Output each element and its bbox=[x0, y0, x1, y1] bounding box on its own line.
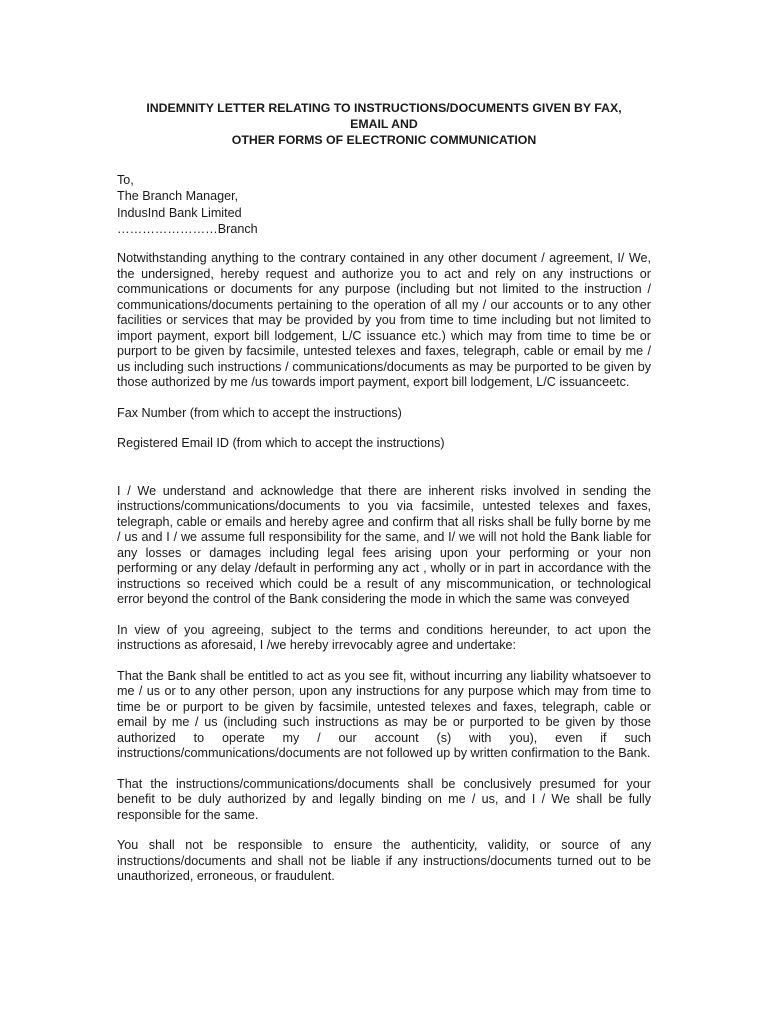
title-line-3: OTHER FORMS OF ELECTRONIC COMMUNICATION bbox=[231, 133, 537, 147]
document-title bbox=[117, 100, 651, 148]
presumed-paragraph: That the instructions/communications/documents shall be conclusively presumed for your benefit to be duly authorized by and legally binding on me / us, and I / We shall be fully responsible for the same. bbox=[117, 776, 651, 822]
title-line-2: EMAIL AND bbox=[350, 117, 418, 131]
salutation: To, bbox=[117, 173, 134, 187]
not-responsible-paragraph: You shall not be responsible to ensure the authenticity, validity, or source of any instructions/documents and shall not be liable if any instructions/documents turned out to be unauthorized, erroneous, or fraudulent. bbox=[117, 838, 651, 884]
branch-line: ……………………Branch bbox=[117, 221, 258, 236]
bank-name: IndusInd Bank Limited bbox=[117, 205, 242, 220]
recipient: The Branch Manager, bbox=[117, 189, 239, 204]
title-line-1: INDEMNITY LETTER RELATING TO INSTRUCTIONS/DOCUMENTS GIVEN BY FAX, bbox=[146, 101, 622, 115]
email-id-field: Registered Email ID (from which to accept the instructions) bbox=[117, 436, 445, 451]
risks-paragraph: I / We understand and acknowledge that there are inherent risks involved in sending the instructions/communications/documents to you via facsimile, untested telexes and faxes, telegraph, cable or emails and hereby agree and confirm that all risks shall be fully borne by me / us and I / we assume full responsibility for the same, and I/ we will not hold the Bank liable for any losses or damages including legal fees arising upon your performing or your non performing or any delay /default in performing any act , wholly or in part in accordance with the instructions so received which could be a result of any miscommunication, or technological error beyond the control of the Bank considering the mode in which the same was conveyed bbox=[117, 483, 651, 607]
fax-number-field: Fax Number (from which to accept the instructions) bbox=[117, 405, 402, 420]
in-view-paragraph: In view of you agreeing, subject to the terms and conditions hereunder, to act upon the instructions as aforesaid, I /we hereby irrevocably agree and undertake: bbox=[117, 622, 651, 653]
address-block bbox=[117, 172, 651, 237]
entitled-paragraph: That the Bank shall be entitled to act as you see fit, without incurring any liability whatsoever to me / us or to any other person, upon any instructions for any purpose which may from time to time be or purport to be given by facsimile, untested telexes and faxes, telegraph, cable or email by me / us (including such instructions as may be or purported to be given by those authorized to operate my / our account (s) with you), even if such instructions/communications/documents are not followed up by written confirmation to the Bank. bbox=[117, 668, 651, 761]
authorization-paragraph: Notwithstanding anything to the contrary contained in any other document / agreement, I/ We, the undersigned, hereby request and authorize you to act and rely on any instructions or communications or documents for any purpose (including but not limited to the instruction / communications/documents pertaining to the operation of all my / our accounts or to any other facilities or services that may be provided by you from time to time including but not limited to import payment, export bill lodgement, L/C issuance etc.) which may from time to time be or purport to be given by facsimile, untested telexes and faxes, telegraph, cable or email by me / us including such instructions / communications/documents as may be purported to be given by those authorized by me /us towards import payment, export bill lodgement, L/C issuanceetc. bbox=[117, 251, 651, 390]
